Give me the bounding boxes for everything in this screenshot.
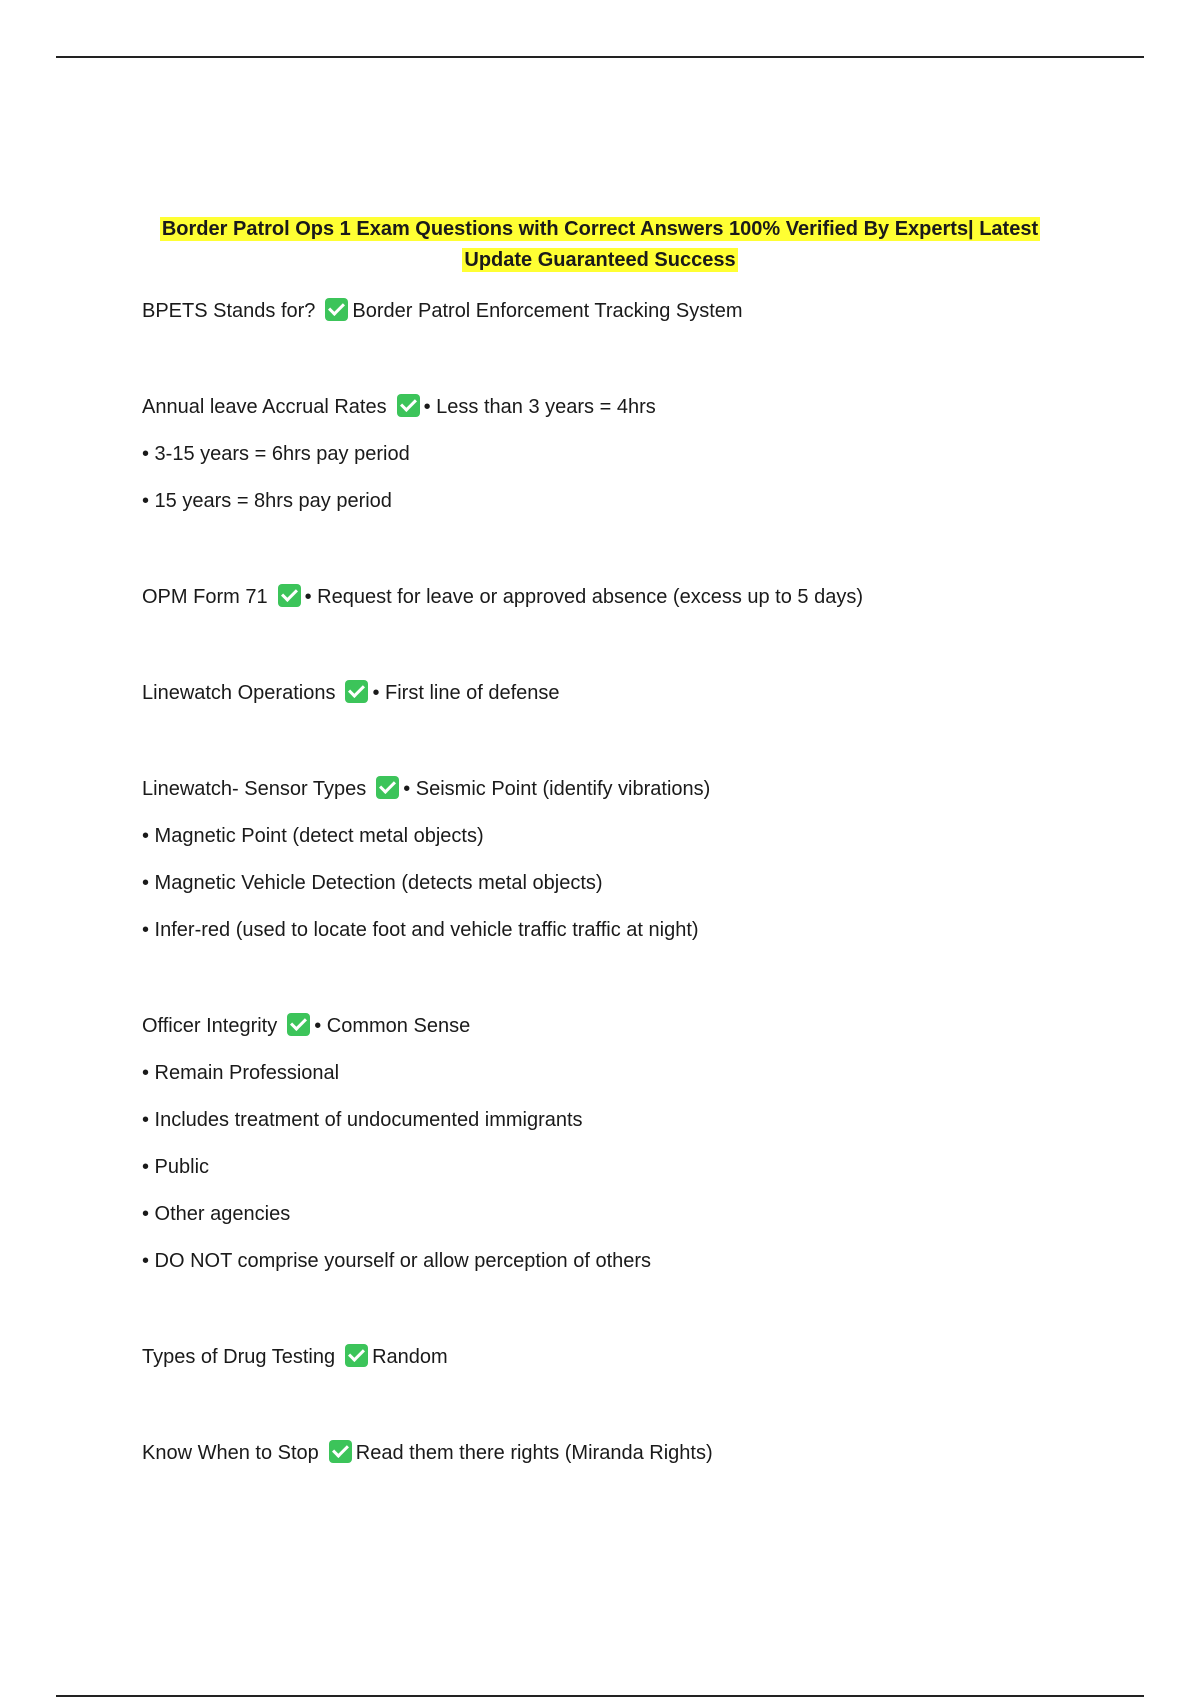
answer-continuation: • Public xyxy=(142,1156,210,1178)
answer-text: • Request for leave or approved absence (excess up to 5 days) xyxy=(304,586,864,608)
answer-continuation: • Magnetic Vehicle Detection (detects metal objects) xyxy=(142,872,603,894)
answer-continuation: • Magnetic Point (detect metal objects) xyxy=(142,825,484,847)
answer-continuation: • Remain Professional xyxy=(142,1062,340,1084)
check-icon xyxy=(397,394,420,417)
check-icon xyxy=(278,584,301,607)
check-icon xyxy=(329,1440,352,1463)
answer-text: Random xyxy=(372,1346,448,1368)
bottom-rule xyxy=(56,1695,1144,1697)
answer-text: Border Patrol Enforcement Tracking System xyxy=(352,300,743,322)
qa-line xyxy=(142,582,1102,629)
qa-line xyxy=(142,678,1102,725)
qa-item xyxy=(142,582,1102,629)
title-line-1: Border Patrol Ops 1 Exam Questions with Correct Answers 100% Verified By Experts| Latest xyxy=(161,218,1039,240)
qa-list xyxy=(142,296,1102,1534)
question-text: Types of Drug Testing xyxy=(142,1346,336,1368)
question-text: Linewatch- Sensor Types xyxy=(142,778,367,800)
answer-continuation: • Other agencies xyxy=(142,1203,291,1225)
qa-line xyxy=(142,1342,1102,1389)
question-text: Officer Integrity xyxy=(142,1015,278,1037)
qa-line xyxy=(142,774,1102,821)
answer-text: • First line of defense xyxy=(372,682,560,704)
answer-continuation: • DO NOT comprise yourself or allow perception of others xyxy=(142,1250,652,1272)
check-icon xyxy=(325,298,348,321)
answer-continuation: • 15 years = 8hrs pay period xyxy=(142,490,392,512)
check-icon xyxy=(345,1344,368,1367)
title-line-2: Update Guaranteed Success xyxy=(464,249,736,271)
qa-item xyxy=(142,678,1102,725)
qa-item xyxy=(142,1438,1102,1485)
question-text: BPETS Stands for? xyxy=(142,300,316,322)
qa-item xyxy=(142,1342,1102,1389)
check-icon xyxy=(287,1013,310,1036)
qa-line xyxy=(142,1011,1102,1058)
check-icon xyxy=(376,776,399,799)
answer-continuation: • Infer-red (used to locate foot and vehicle traffic traffic at night) xyxy=(142,919,699,941)
qa-item xyxy=(142,296,1102,343)
answer-text: • Less than 3 years = 4hrs xyxy=(423,396,656,418)
question-text: Know When to Stop xyxy=(142,1442,319,1464)
answer-text: Read them there rights (Miranda Rights) xyxy=(355,1442,713,1464)
answer-continuation: • 3-15 years = 6hrs pay period xyxy=(142,443,410,465)
qa-line xyxy=(142,1438,1102,1485)
top-rule xyxy=(56,56,1144,58)
question-text: Linewatch Operations xyxy=(142,682,336,704)
qa-item xyxy=(142,392,1102,533)
answer-text: • Common Sense xyxy=(314,1015,471,1037)
qa-line xyxy=(142,392,1102,439)
question-text: Annual leave Accrual Rates xyxy=(142,396,387,418)
qa-line xyxy=(142,296,1102,343)
check-icon xyxy=(345,680,368,703)
qa-item xyxy=(142,774,1102,962)
answer-text: • Seismic Point (identify vibrations) xyxy=(403,778,711,800)
document-title xyxy=(140,214,1060,276)
qa-item xyxy=(142,1011,1102,1293)
answer-continuation: • Includes treatment of undocumented immigrants xyxy=(142,1109,583,1131)
question-text: OPM Form 71 xyxy=(142,586,268,608)
